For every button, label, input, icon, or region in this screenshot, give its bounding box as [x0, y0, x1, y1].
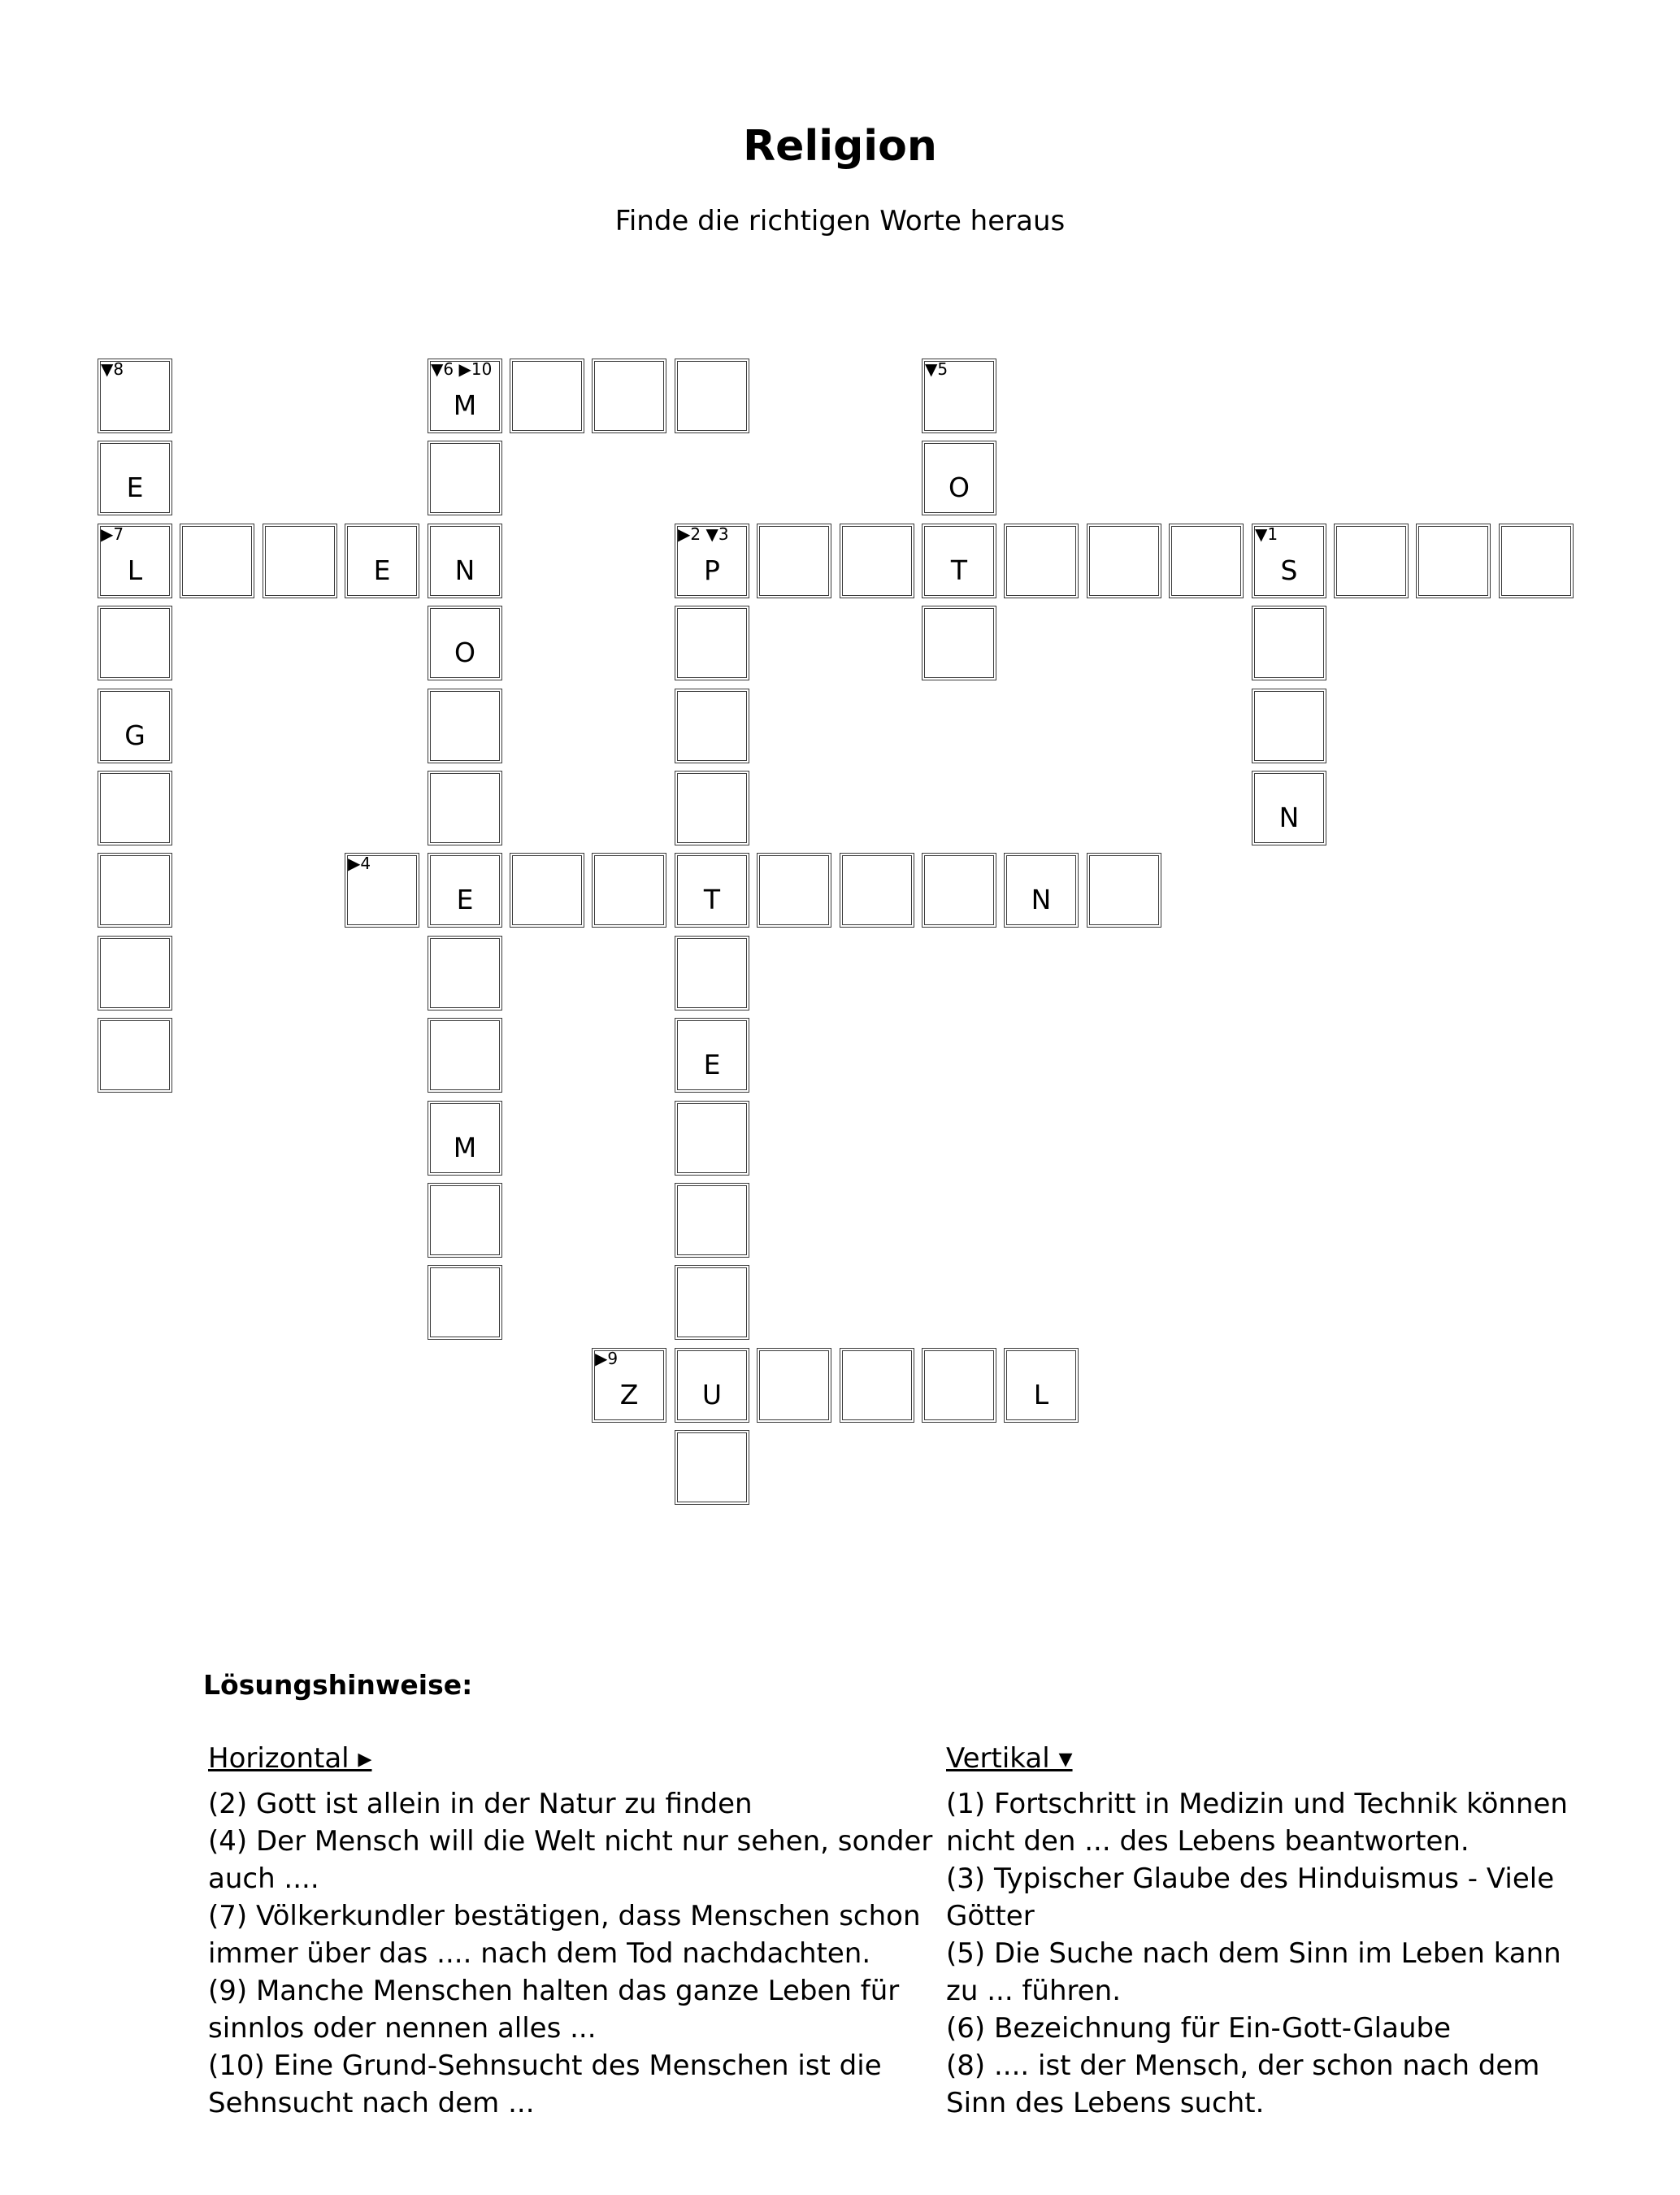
crossword-cell[interactable]: [840, 853, 914, 928]
crossword-cell[interactable]: [675, 1101, 749, 1176]
clue-vertical-1: (1) Fortschritt in Medizin und Technik können nicht den ... des Lebens beantworten.: [946, 1788, 1568, 1858]
crossword-cell[interactable]: [675, 359, 749, 433]
crossword-cell[interactable]: [1004, 853, 1079, 928]
clue-horizontal-4: (4) Der Mensch will die Welt nicht nur sehen, sonder auch ....: [208, 1825, 933, 1895]
crossword-cell[interactable]: [263, 524, 337, 598]
cell-letter: Z: [619, 1379, 639, 1410]
crossword-cell[interactable]: [428, 853, 502, 928]
crossword-cell[interactable]: [840, 524, 914, 598]
hints-heading: Lösungshinweise:: [203, 1669, 473, 1701]
crossword-cell[interactable]: [675, 1348, 749, 1423]
crossword-cell[interactable]: [592, 359, 666, 433]
crossword-cell[interactable]: [757, 1348, 831, 1423]
crossword-cell[interactable]: [1252, 689, 1326, 763]
crossword-cell[interactable]: [98, 359, 172, 433]
crossword-cell[interactable]: [922, 606, 996, 680]
crossword-cell[interactable]: [428, 441, 502, 515]
crossword-cell[interactable]: [1499, 524, 1574, 598]
horizontal-clues: [208, 1740, 940, 2122]
crossword-cell[interactable]: [1252, 606, 1326, 680]
crossword-cell[interactable]: [98, 441, 172, 515]
crossword-cell[interactable]: [922, 441, 996, 515]
vertical-clues-title: Vertikal ▾: [946, 1742, 1073, 1775]
page-subtitle: Finde die richtigen Worte heraus: [614, 205, 1066, 237]
cell-letter: E: [456, 884, 474, 915]
clue-horizontal-7: (7) Völkerkundler bestätigen, dass Menschen schon immer über das .... nach dem Tod nachdachten.: [208, 1900, 921, 1970]
crossword-cell[interactable]: [922, 1348, 996, 1423]
crossword-cell[interactable]: [922, 524, 996, 598]
cell-letter: O: [454, 637, 475, 668]
crossword-cell[interactable]: [1252, 524, 1326, 598]
cell-letter: P: [704, 554, 720, 586]
clue-horizontal-9: (9) Manche Menschen halten das ganze Leben für sinnlos oder nennen alles ...: [208, 1975, 900, 2045]
crossword-cell[interactable]: [1252, 771, 1326, 845]
crossword-cell[interactable]: [510, 359, 584, 433]
crossword-cell[interactable]: [1416, 524, 1491, 598]
crossword-cell[interactable]: [922, 359, 996, 433]
crossword-cell[interactable]: [1004, 1348, 1079, 1423]
cell-letter: M: [453, 389, 477, 421]
crossword-cell[interactable]: [98, 524, 172, 598]
crossword-cell[interactable]: [428, 1101, 502, 1176]
crossword-cell[interactable]: [922, 853, 996, 928]
crossword-cell[interactable]: [428, 1265, 502, 1340]
cell-letter: S: [1280, 554, 1298, 586]
crossword-cell[interactable]: [675, 689, 749, 763]
crossword-cell[interactable]: [428, 771, 502, 845]
cell-letter: N: [1278, 802, 1300, 833]
crossword-cell[interactable]: [675, 1430, 749, 1505]
crossword-cell[interactable]: [180, 524, 254, 598]
cell-letter: N: [1031, 884, 1052, 915]
clue-number: ▶9: [595, 1349, 619, 1368]
crossword-cell[interactable]: [675, 1183, 749, 1258]
crossword-cell[interactable]: [98, 771, 172, 845]
cell-letter: T: [950, 554, 968, 586]
cell-letter: O: [949, 472, 970, 503]
crossword-cell[interactable]: [757, 853, 831, 928]
crossword-cell[interactable]: [675, 771, 749, 845]
crossword-cell[interactable]: [840, 1348, 914, 1423]
crossword-cell[interactable]: [1004, 524, 1079, 598]
clue-number: ▶4: [348, 854, 371, 873]
clue-number: ▼8: [101, 359, 124, 379]
crossword-cell[interactable]: [428, 606, 502, 680]
cell-letter: N: [454, 554, 475, 586]
crossword-cell[interactable]: [98, 606, 172, 680]
crossword-cell[interactable]: [345, 524, 419, 598]
clue-number: ▶7: [101, 524, 124, 544]
crossword-cell[interactable]: [675, 936, 749, 1011]
crossword-cell[interactable]: [98, 689, 172, 763]
crossword-cell[interactable]: [675, 606, 749, 680]
cell-letter: T: [703, 884, 721, 915]
clue-number: ▶2 ▼3: [678, 524, 729, 544]
clue-vertical-6: (6) Bezeichnung für Ein-Gott-Glaube: [946, 2012, 1451, 2045]
crossword-cell[interactable]: [757, 524, 831, 598]
crossword-cell[interactable]: [428, 1018, 502, 1093]
crossword-cell[interactable]: [428, 1183, 502, 1258]
clue-number: ▼6 ▶10: [431, 359, 493, 379]
crossword-cell[interactable]: [1087, 524, 1161, 598]
crossword-cell[interactable]: [592, 853, 666, 928]
clue-number: ▼5: [925, 359, 949, 379]
cell-letter: E: [373, 554, 391, 586]
crossword-cell[interactable]: [428, 689, 502, 763]
crossword-cell[interactable]: [428, 936, 502, 1011]
horizontal-clues-title: Horizontal ▸: [208, 1742, 372, 1775]
crossword-cell[interactable]: [675, 853, 749, 928]
clue-horizontal-10: (10) Eine Grund-Sehnsucht des Menschen ist die Sehnsucht nach dem ...: [208, 2049, 882, 2119]
clue-number: ▼1: [1255, 524, 1278, 544]
cell-letter: U: [701, 1379, 723, 1410]
cell-letter: L: [127, 554, 143, 586]
clue-horizontal-2: (2) Gott ist allein in der Natur zu finden: [208, 1788, 753, 1820]
cell-letter: M: [453, 1132, 477, 1163]
cell-letter: E: [126, 472, 144, 503]
clue-vertical-5: (5) Die Suche nach dem Sinn im Leben kann zu ... führen.: [946, 1937, 1561, 2007]
crossword-cell[interactable]: [592, 1348, 666, 1423]
crossword-cell[interactable]: [675, 1265, 749, 1340]
crossword-cell[interactable]: [98, 1018, 172, 1093]
crossword-cell[interactable]: [428, 524, 502, 598]
crossword-cell[interactable]: [510, 853, 584, 928]
crossword-cell[interactable]: [98, 936, 172, 1011]
crossword-cell[interactable]: [345, 853, 419, 928]
crossword-cell[interactable]: [428, 359, 502, 433]
vertical-clues: [946, 1740, 1596, 2122]
clue-vertical-3: (3) Typischer Glaube des Hinduismus - Viele Götter: [946, 1862, 1555, 1932]
crossword-cell[interactable]: [98, 853, 172, 928]
crossword-cell[interactable]: [675, 1018, 749, 1093]
crossword-cell[interactable]: [1169, 524, 1244, 598]
cell-letter: E: [703, 1049, 721, 1080]
page-title: Religion: [743, 122, 937, 171]
crossword-cell[interactable]: [1334, 524, 1409, 598]
cell-letter: L: [1033, 1379, 1049, 1410]
crossword-cell[interactable]: [675, 524, 749, 598]
cell-letter: G: [124, 719, 145, 751]
crossword-cell[interactable]: [1087, 853, 1161, 928]
clue-vertical-8: (8) .... ist der Mensch, der schon nach dem Sinn des Lebens sucht.: [946, 2049, 1540, 2119]
